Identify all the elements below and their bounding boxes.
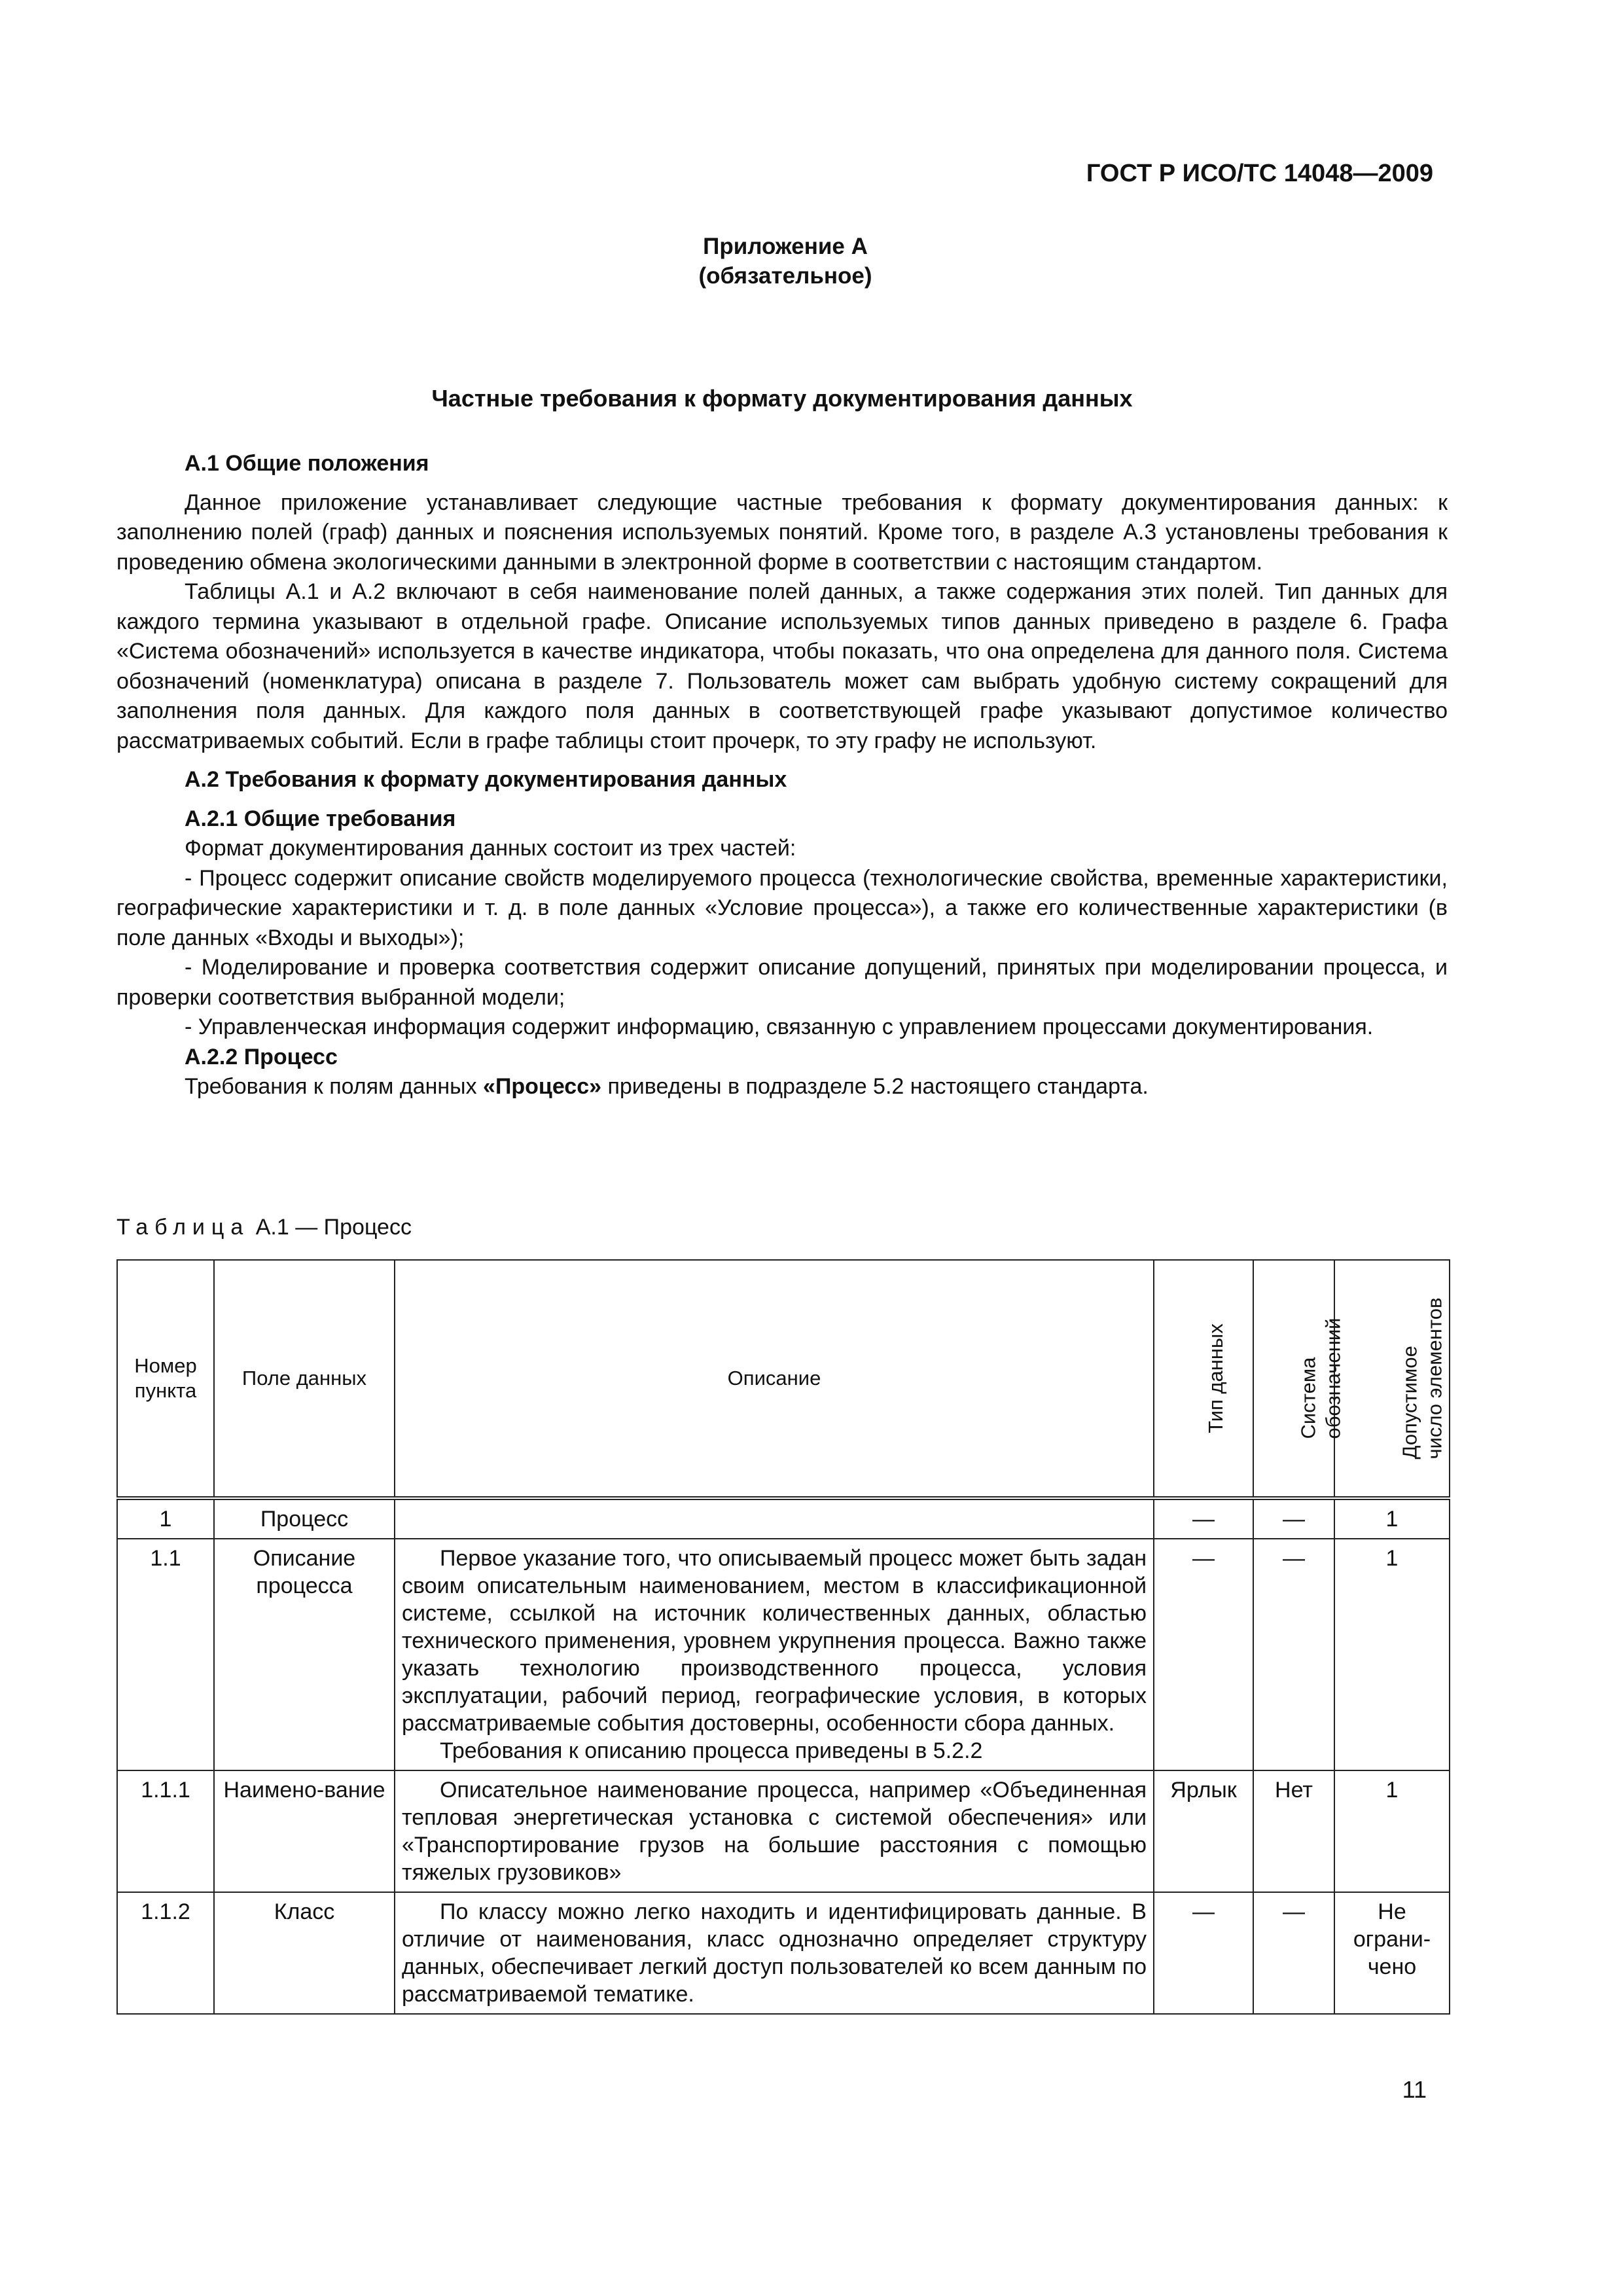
table-header-row <box>117 1260 1450 1498</box>
cell-field: Наимено-вание <box>214 1770 395 1892</box>
a22-text-before: Требования к полям данных <box>185 1074 484 1099</box>
cell-number: 1 <box>117 1498 214 1539</box>
cell-description <box>395 1770 1154 1892</box>
section-a21-bullet-1: - Процесс содержит описание свойств моделируемого процесса (технологические свойства, временные характеристики, географические характеристики и т. д. в поле данных «Условие процесса»), а также его количественные характеристики (в поле данных «Входы и выходы»); <box>116 865 1448 950</box>
table-row <box>117 1498 1450 1539</box>
header-data-field: Поле данных <box>214 1260 395 1498</box>
cell-nomenclature: — <box>1253 1498 1334 1539</box>
section-a22-heading: А.2.2 Процесс <box>185 1044 338 1069</box>
header-description: Описание <box>395 1260 1154 1498</box>
header-data-type-text: Тип данных <box>1204 1323 1227 1433</box>
document-code: ГОСТ Р ИСО/ТС 14048—2009 <box>1086 160 1433 187</box>
cell-nomenclature: — <box>1253 1539 1334 1770</box>
cell-allowed: 1 <box>1334 1539 1450 1770</box>
section-a21-bullet-3: - Управленческая информация содержит информацию, связанную с управлением процессами документирования. <box>185 1014 1374 1039</box>
cell-description-paragraph: По классу можно легко находить и идентифицировать данные. В отличие от наименования, класс однозначно определяет структуру данных, обеспечивает легкий доступ пользователей ко всем данным по рассматриваемой тематике. <box>402 1899 1147 2007</box>
cell-field: Процесс <box>214 1498 395 1539</box>
table-row <box>117 1539 1450 1770</box>
table-row <box>117 1770 1450 1892</box>
annex-heading <box>0 232 1571 291</box>
cell-description <box>395 1539 1154 1770</box>
cell-type: — <box>1154 1892 1253 2014</box>
section-a1-paragraph-1: Данное приложение устанавливает следующие частные требования к формату документирования данных: к заполнению полей (граф) данных и пояснения используемых понятий. Кроме того, в разделе А.3 установлены требования к проведению обмена экологическими данными в электронной форме в соответствии с настоящим стандартом. <box>116 490 1448 575</box>
process-table <box>116 1259 1450 2015</box>
annex-main-title: Частные требования к формату документирования данных <box>431 385 1133 412</box>
table-caption-label: Таблица <box>116 1215 250 1240</box>
a22-text-bold: «Процесс» <box>483 1074 602 1099</box>
header-nomenclature-line2: обозначений <box>1321 1318 1345 1439</box>
section-a21-heading: А.2.1 Общие требования <box>185 806 456 831</box>
cell-type: — <box>1154 1539 1253 1770</box>
section-a21-paragraph: Формат документирования данных состоит из трех частей: <box>185 836 796 861</box>
cell-description-paragraph: Описательное наименование процесса, например «Объединенная тепловая энергетическая установка с системой обеспечения» или «Транспортирование грузов на большие расстояния с помощью тяжелых грузовиков» <box>402 1778 1147 1885</box>
table-row <box>117 1892 1450 2014</box>
cell-description <box>395 1892 1154 2014</box>
cell-type: — <box>1154 1498 1253 1539</box>
header-allowed-count <box>1334 1260 1450 1498</box>
cell-type: Ярлык <box>1154 1770 1253 1892</box>
section-a22-paragraph <box>116 1072 1448 1102</box>
header-item-number <box>117 1260 214 1498</box>
header-allowed-count-line2: число элементов <box>1423 1297 1446 1460</box>
header-item-number-line1: Номер <box>134 1354 197 1377</box>
table-caption-title: А.1 — Процесс <box>249 1215 412 1240</box>
cell-allowed: 1 <box>1334 1498 1450 1539</box>
cell-field: Класс <box>214 1892 395 2014</box>
a22-text-after: приведены в подразделе 5.2 настоящего стандарта. <box>601 1074 1149 1099</box>
cell-number: 1.1.1 <box>117 1770 214 1892</box>
cell-number: 1.1 <box>117 1539 214 1770</box>
header-nomenclature <box>1253 1260 1345 1498</box>
section-a1-heading: А.1 Общие положения <box>185 451 429 476</box>
cell-allowed: 1 <box>1334 1770 1450 1892</box>
annex-status: (обязательное) <box>698 263 872 289</box>
cell-description <box>395 1498 1154 1539</box>
header-nomenclature-line1: Система <box>1296 1357 1320 1439</box>
header-allowed-count-line1: Допустимое <box>1398 1346 1421 1460</box>
section-a1-paragraph-2: Таблицы А.1 и А.2 включают в себя наименование полей данных, а также содержания этих полей. Тип данных для каждого термина указывают в отдельной графе. Описание используемых типов данных приведено в разделе 6. Графа «Система обозначений» используется в качестве индикатора, чтобы показать, что она определена для данного поля. Система обозначений (номенклатура) описана в разделе 7. Пользователь может сам выбрать удобную систему сокращений для заполнения поля данных. Для каждого поля данных в соответствующей графе указывают допустимое количество рассматриваемых событий. Если в графе таблицы стоит прочерк, то эту графу не используют. <box>116 579 1448 753</box>
cell-field: Описание процесса <box>214 1539 395 1770</box>
section-a2-heading: А.2 Требования к формату документирования данных <box>185 767 787 792</box>
cell-description-paragraph-2: Требования к описанию процесса приведены в 5.2.2 <box>440 1738 983 1763</box>
cell-nomenclature: Нет <box>1253 1770 1334 1892</box>
cell-allowed: Не ограни-чено <box>1334 1892 1450 2014</box>
header-item-number-line2: пункта <box>134 1379 197 1402</box>
annex-title: Приложение А <box>703 234 868 259</box>
table-caption <box>116 1215 412 1240</box>
section-a21-bullet-2: - Моделирование и проверка соответствия содержит описание допущений, принятых при моделировании процесса, и проверки соответствия выбранной модели; <box>116 955 1448 1010</box>
cell-nomenclature: — <box>1253 1892 1334 2014</box>
header-data-type <box>1154 1260 1253 1498</box>
cell-number: 1.1.2 <box>117 1892 214 2014</box>
page-number: 11 <box>1402 2076 1427 2103</box>
body-text <box>116 449 1448 1102</box>
cell-description-paragraph: Первое указание того, что описываемый процесс может быть задан своим описательным наименованием, местом в классификационной системе, ссылкой на источник количественных данных, областью технического применения, уровнем укрупнения процесса. Важно также указать технологию производственного процесса, условия эксплуатации, рабочий период, географические условия, в которых рассматриваемые события достоверны, особенности сбора данных. <box>402 1546 1147 1736</box>
